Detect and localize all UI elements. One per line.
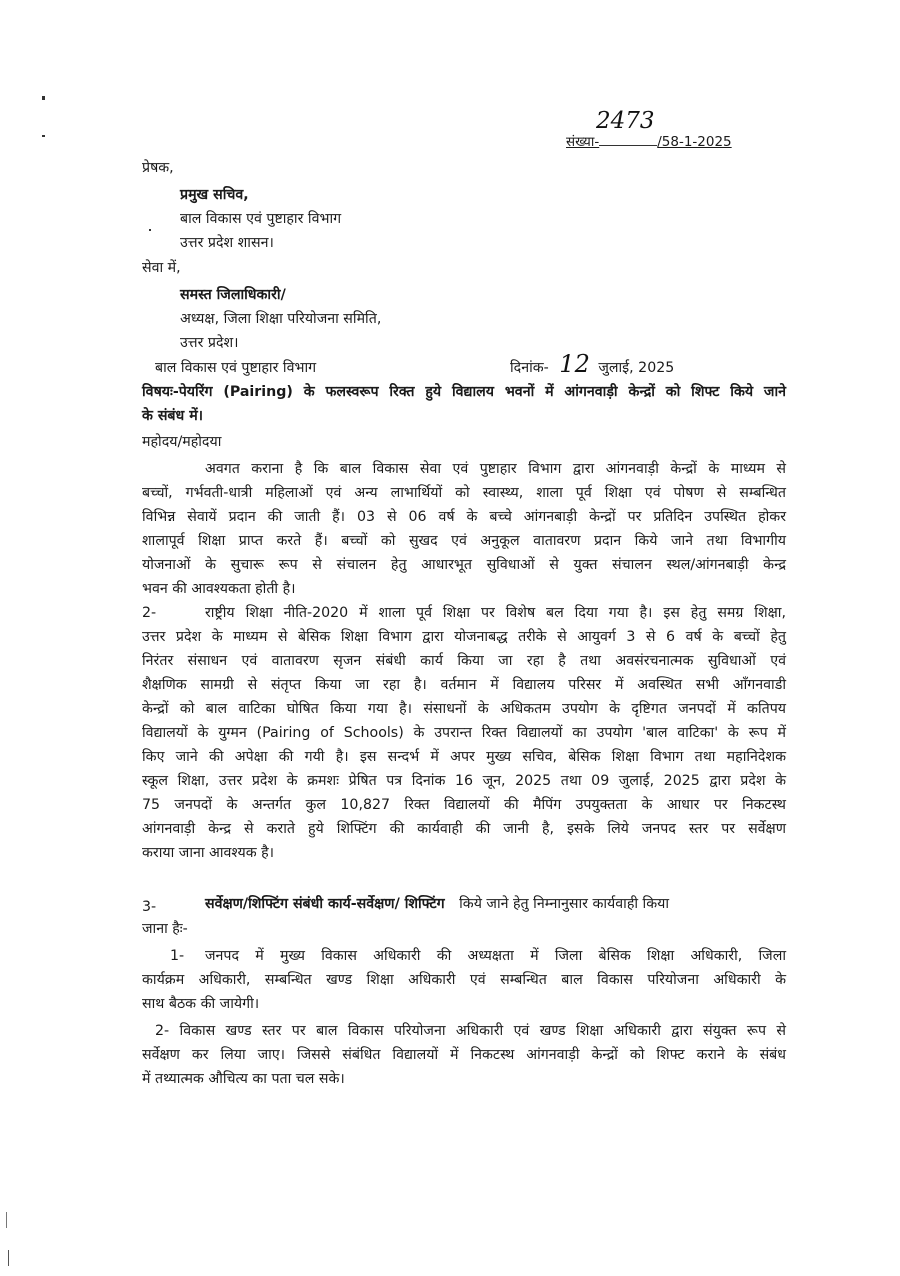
recipient-state: उत्तर प्रदेश।	[180, 335, 239, 351]
date-month-year: जुलाई, 2025	[598, 360, 675, 376]
recipient-label: सेवा में,	[142, 260, 181, 276]
paragraph-number: 2-	[142, 605, 157, 621]
paragraph-line: निरंतर संसाधन एवं वातावरण सृजन संबंधी कार्य किया जा रहा है तथा अवसंरचनात्मक सुविधाओं एवं	[142, 653, 786, 669]
list-item-line: जनपद में मुख्य विकास अधिकारी की अध्यक्षता में जिला बेसिक शिक्षा अधिकारी, जिला	[205, 948, 786, 964]
dateline-department: बाल विकास एवं पुष्टाहार विभाग	[155, 360, 317, 376]
list-item-number: 1-	[170, 948, 185, 964]
list-item-line: सर्वेक्षण कर लिया जाए। जिससे संबंधित विद्यालयों में निकटस्थ आंगनवाड़ी केन्द्रों को शिफ्ट कराने के संबंध	[142, 1047, 786, 1063]
paragraph-line: बच्चों, गर्भवती-धात्री महिलाओं एवं अन्य लाभार्थियों को स्वास्थ्य, शाला पूर्व शिक्षा एवं पोषण से सम्बन्धित	[142, 485, 786, 501]
scan-speck	[8, 1250, 9, 1266]
paragraph-3-heading: सर्वेक्षण/शिफ्टिंग संबंधी कार्य-सर्वेक्षण/ शिफ्टिंग	[205, 896, 445, 912]
paragraph-line: विद्यालयों के युग्मन (Pairing of Schools) के उपरान्त रिक्त विद्यालयों का उपयोग 'बाल वाटिका' के रूप में	[142, 725, 786, 741]
list-item-line: कार्यक्रम अधिकारी, सम्बन्धित खण्ड शिक्षा अधिकारी एवं सम्बन्धित बाल विकास परियोजना अधिकारी के	[142, 972, 786, 988]
recipient-committee: अध्यक्ष, जिला शिक्षा परियोजना समिति,	[180, 311, 382, 327]
ref-suffix: /58-1-2025	[657, 134, 732, 150]
paragraph-line: अवगत कराना है कि बाल विकास सेवा एवं पुष्टाहार विभाग द्वारा आंगनवाड़ी केन्द्रों के माध्यम से	[205, 461, 786, 477]
paragraph-line: शालापूर्व शिक्षा प्राप्त करते हैं। बच्चों को सुखद एवं अनुकूल वातावरण प्रदान किये जाने तथा विभागीय	[142, 533, 786, 549]
paragraph-line: आंगनवाड़ी केन्द्र से कराते हुये शिफ्टिंग की कार्यवाही की जानी है, इसके लिये जनपद स्तर पर सर्वेक्षण	[142, 821, 786, 837]
list-item-line: 2- विकास खण्ड स्तर पर बाल विकास परियोजना अधिकारी एवं खण्ड शिक्षा अधिकारी द्वारा संयुक्त रूप से	[155, 1023, 786, 1039]
list-item-line: साथ बैठक की जायेगी।	[142, 996, 260, 1012]
scan-speck	[42, 96, 45, 100]
paragraph-number: 3-	[142, 899, 157, 915]
scan-speck	[6, 1212, 7, 1228]
paragraph-line: जाना हैः-	[142, 921, 188, 937]
sender-government: उत्तर प्रदेश शासन।	[180, 235, 274, 251]
list-item-line: में तथ्यात्मक औचित्य का पता चल सके।	[142, 1071, 345, 1087]
paragraph-line: किए जाने की अपेक्षा की गयी है। इस सन्दर्भ में अपर मुख्य सचिव, बेसिक शिक्षा विभाग तथा महानिदेशक	[142, 749, 786, 765]
recipient-designation: समस्त जिलाधिकारी/	[180, 287, 286, 303]
paragraph-3-heading-line	[205, 894, 786, 914]
ref-handwritten-number: 2473	[596, 108, 655, 134]
scan-speck	[149, 229, 151, 231]
paragraph-line: केन्द्रों को बाल वाटिका घोषित किया गया है। संसाधनों के अधिकतम उपयोग के दृष्टिगत जनपदों में कतिपय	[142, 701, 786, 717]
paragraph-line: 75 जनपदों के अन्तर्गत कुल 10,827 रिक्त विद्यालयों की मैपिंग उपयुक्तता के आधार पर निकटस्थ	[142, 797, 786, 813]
paragraph-3-rest: किये जाने हेतु निम्नानुसार कार्यवाही किया	[459, 896, 670, 912]
paragraph-line: शैक्षणिक सामग्री से संतृप्त किया जा रहा है। वर्तमान में विद्यालय परिसर में अवस्थित सभी आँगनवाडी	[142, 677, 786, 693]
subject-line-1: विषयः-पेयरिंग (Pairing) के फलस्वरूप रिक्त हुये विद्यालय भवनों में आंगनवाड़ी केन्द्रों को शिफ्ट किये जाने	[142, 384, 786, 400]
sender-department: बाल विकास एवं पुष्टाहार विभाग	[180, 211, 342, 227]
paragraph-line: उत्तर प्रदेश के माध्यम से बेसिक शिक्षा विभाग द्वारा योजनाबद्ध तरीके से आयुवर्ग 3 से 6 वर्ष के बच्चों हेतु	[142, 629, 786, 645]
date-label: दिनांक-	[510, 360, 549, 376]
paragraph-line: योजनाओं के सुचारू रूप से संचालन हेतु आधारभूत सुविधाओं से युक्त संचालन स्थल/आंगनबाड़ी केन्द्र	[142, 557, 786, 573]
paragraph-line: कराया जाना आवश्यक है।	[142, 845, 275, 861]
ref-blank	[599, 133, 657, 146]
sender-label: प्रेषक,	[142, 160, 174, 176]
salutation: महोदय/महोदया	[142, 434, 222, 450]
ref-prefix: संख्या-	[566, 134, 600, 150]
paragraph-line: स्कूल शिक्षा, उत्तर प्रदेश के क्रमशः प्रेषित पत्र दिनांक 16 जून, 2025 तथा 09 जुलाई, 2025 द्वारा प्रदेश के	[142, 773, 786, 789]
sender-designation: प्रमुख सचिव,	[180, 187, 249, 203]
date-day-handwritten: 12	[559, 350, 590, 378]
paragraph-line: राष्ट्रीय शिक्षा नीति-2020 में शाला पूर्व शिक्षा पर विशेष बल दिया गया है। इस हेतु समग्र शिक्षा,	[205, 605, 786, 621]
ref-number	[566, 132, 732, 152]
paragraph-line: भवन की आवश्यकता होती है।	[142, 581, 296, 597]
subject-line-2: के संबंध में।	[142, 408, 204, 424]
paragraph-line: विभिन्न सेवायें प्रदान की जाती हैं। 03 से 06 वर्ष के बच्चे आंगनबाड़ी केन्द्रों पर प्रतिदिन उपस्थित होकर	[142, 509, 786, 525]
dateline-date	[510, 350, 675, 378]
scan-speck	[42, 135, 45, 137]
